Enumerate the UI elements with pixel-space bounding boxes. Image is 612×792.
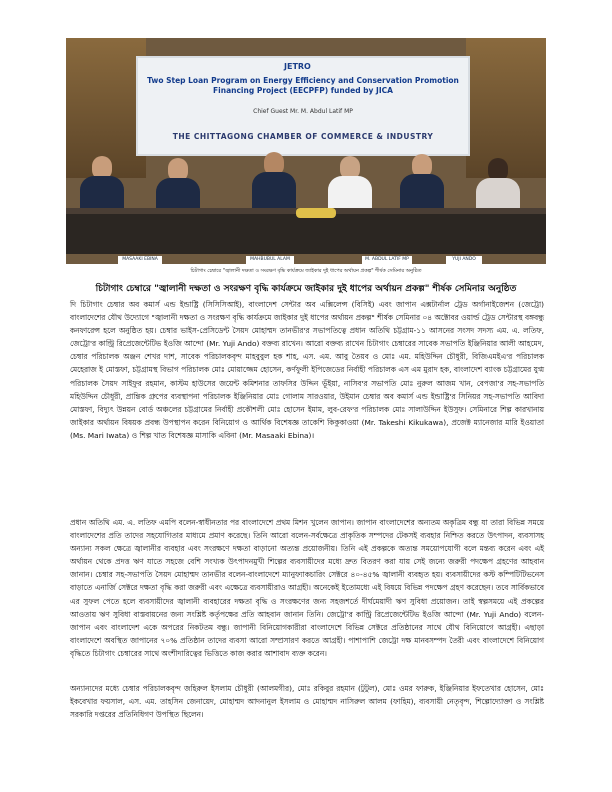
banner-organization: THE CHITTAGONG CHAMBER OF COMMERCE & INDUSTRY (172, 132, 434, 141)
event-banner (136, 56, 470, 156)
nameplate-1: MASAAKI EBINA (118, 256, 162, 264)
curtain-right (466, 38, 546, 178)
paragraph-2: প্রধান অতিথি এম. এ. লতিফ এমপি বলেন-স্বাধীনতার পর বাংলাদেশে প্রথম মিশন খুলেন জাপান। জাপান বাংলাদেশের অন্যতম অকৃত্রিম বন্ধু যা তারা বিভিন্ন সময়ে বাংলাদেশের প্রতি তাদের সহযোগিতার মাধ্যমে প্রমাণ করেছে। তিনি আরো বলেন-সর্বক্ষেত্রে প্রাকৃতিক সম্পদের টেকসই ব্যবহার নিশ্চিত করতে উৎপাদন, ব্যবসাসহ অন্যান্য সকল ক্ষেত্রে জ্বালানীর ব্যবহার এবং সংরক্ষণে দক্ষতা বাড়ানো অত্যন্ত প্রয়োজনীয়। তিনি এই প্রকল্পকে অত্যন্ত সময়োপযোগী বলে মন্তব্য করেন এবং এই অর্থায়ন থেকে প্রদত্ত ঋণ যাতে সহজে বেশি সংখ্যক উৎপাদনমুখী শিল্পের ব্যবসায়ীদের মধ্যে দ্রুত বিতরণ করা যায় সেই জন্যে জরুরী পদক্ষেপ গ্রহণের আহবান জানান। চেম্বার সহ-সভাপতি সৈয়দ মোহাম্মদ তানভীর বলেন-বাংলাদেশে ম্যানুফ্যাকচারিং সেক্টরে ৪০-৪৫% জ্বালানী ব্যবহৃত হয়। ব্যবসায়ীদের কস্ট কম্পিটিটিভনেস বাড়াতে এনার্জি সেক্টরে দক্ষতা বৃদ্ধি করা জরুরী এবং এক্ষেত্রে ব্যবসায়ীরাও আগ্রহী। অনেকেই ইতোমধ্যে এই বিষয়ে বিভিন্ন পদক্ষেপ গ্রহণ করেছেন। তবে সার্বিকভাবে এর সুফল পেতে হলে ব্যবসায়ীদের জ্বালানী ব্যবহারের দক্ষতা বৃদ্ধি ও সংরক্ষণের জন্য সহজশর্তে দীর্ঘমেয়াদী ঋণ সুবিধা প্রয়োজন। তাই স্বল্পসময়ে এই প্রকল্পের আওতায় ঋণ সুবিধা বাস্তবায়নের জন্য সংশ্লিষ্ট কর্তৃপক্ষের প্রতি আহবান জানান তিনি। জেট্রো'র কান্ট্রি রিপ্রেজেন্টেটিভ ইওজি আন্দো (Mr. Yuji Ando) বলেন-জাপান এবং বাংলাদেশ একে অপরের নিকটতম বন্ধু। জাপানী বিনিয়োগকারীরা বাংলাদেশে বিভিন্ন সেক্টরে প্রতিষ্ঠানের সাথে যৌথ বিনিয়োগে আগ্রহী। এছাড়া বাংলাদেশে অবস্থিত জাপানের ৭০% প্রতিষ্ঠান তাদের ব্যবসা আরো সম্প্রসারণ করতে আগ্রহী। পাশাপাশি জেট্রো দক্ষ মানবসম্পদ তৈরী এবং বাংলাদেশে বিনিয়োগ বৃদ্ধিতে চিটাগাং চেম্বারের সাথে অংশীদারিত্বের ভিত্তিতে কাজ করার আশাবাদ ব্যক্ত করেন। (70, 518, 544, 658)
seminar-photo (66, 38, 546, 264)
banner-title: Two Step Loan Program on Energy Efficiency and Conservation Promotion Financing Project (EECPFP) funded by JICA (147, 76, 459, 95)
flower-arrangement (296, 208, 336, 218)
paragraph-1: দি চিটাগাং চেম্বার অব কমার্স এন্ড ইন্ডাষ্ট্রি (সিসিসিআই), বাংলাদেশ সেন্টার অব এক্সিলেন্স (বিসিই) এবং জাপান এক্সটার্নাল ট্রেড অর্গানাইজেশন (জেট্রো) বাংলাদেশের যৌথ উদ্যোগে "জ্বালানী দক্ষতা ও সংরক্ষণ বৃদ্ধি কার্যক্রমে জাইকার দুই ধাপের অর্থায়ন প্রকল্প" শীর্ষক সেমিনার ০৪ অক্টোবর ওয়ার্ল্ড ট্রেড সেন্টারস্থ বঙ্গবন্ধু কনফারেন্স হলে অনুষ্ঠিত হয়। চেম্বার ভাইস-প্রেসিডেন্ট সৈয়দ মোহাম্মদ তানভীর'র সভাপতিত্বে প্রধান অতিথি চট্টগ্রাম-১১ আসনের সংসদ সদস্য এম. এ. লতিফ, জেট্রো'র কান্ট্রি রিপ্রেজেন্টেটিভ ইওজি আন্দো (Mr. Yuji Ando) বক্তব্য রাখেন। আরো বক্তব্য রাখেন চিটাগাং চেম্বারের সাবেক সভাপতি ইঞ্জিনিয়ার আলী আহমেদ, চেম্বার পরিচালক অঞ্জন শেখর দাশ, সাবেক পরিচালকবৃন্দ মাহবুবুল হক শাহ, এস. এম. আবু তৈয়ব ও মোঃ এম. মহিউদ্দিন চৌধুরী, বিজিএমইএ'র পরিচালক মেহেরাজ ই মোস্তফা, চট্টগ্রামস্থ বিভাগ পরিচালক মোঃ মোয়াজ্জেম হোসেন, কর্ণফুলী ইপিজেডের নির্বাহী পরিচালক এস এম মুরাদ হক, বাংলাদেশ ব্যাংক চট্টগ্রামের যুগ্ম পরিচালক সৈয়দ সাইফুর রহমান, কাস্টম হাউসের জয়েন্ট কমিশনার তাফসির উদ্দিন ভূঁইয়া, নাসিব'র সভাপতি মোঃ নুরুল আজম খান, বেপজা'র সহ-সভাপতি মহিউদ্দিন চৌধুরী, প্রান্তিক গ্রুপের ব্যবস্থাপনা পরিচালক ইঞ্জিনিয়ার মোঃ গোলাম সারওয়ার, উইমান চেম্বার অব কমার্স এন্ড ইন্ডাষ্ট্রি'র সিনিয়র সহ-সভাপতি আবিদা মোস্তফা, বিদ্যুৎ উন্নয়ন বোর্ড অঞ্চলের চট্টগ্রামের নির্বাহী প্রকৌশলী মোঃ হোসেন ইমাম, লুব-রেফ'র পরিচালক মোঃ সালাউদ্দিন ইউসুফ। সেমিনারে শিল্প কারখানায় জাইকার অর্থায়ন বিষয়ক প্রবন্ধ উপস্থাপন করেন বিনিয়োগ ও আর্থিক বিশেষজ্ঞ তাকেশি কিকুকাওয়া (Mr. Takeshi Kikukawa), প্রজেক্ট ম্যানেজার মারি ইওয়াতা (Ms. Mari Iwata) ও শিল্প খাত বিশেষজ্ঞ মাসাকি এবিনা (Mr. Masaaki Ebina)। (70, 300, 544, 440)
banner-logo: JETRO (284, 62, 311, 71)
nameplate-5: M. ABDUL LATIF MP (362, 256, 412, 264)
banner-subtitle: Chief Guest Mr. M. Abdul Latif MP (253, 108, 353, 115)
conference-table (66, 214, 546, 254)
photo-caption: চিটাগাং চেম্বারে "জ্বালানী দক্ষতা ও সংরক্ষণ বৃদ্ধি কার্যক্রমে জাইকার দুই ধাপের অর্থায়ন প্রকল্প" শীর্ষক সেমিনার অনুষ্ঠিত (190, 268, 422, 274)
nameplate-6: YUJI ANDO (446, 256, 482, 264)
article-headline: চিটাগাং চেম্বারে "জ্বালানী দক্ষতা ও সংরক্ষণ বৃদ্ধি কার্যক্রমে জাইকার দুই ধাপের অর্থায়ন প্রকল্প" শীর্ষক সেমিনার অনুষ্ঠিত (95, 284, 517, 294)
paragraph-3: অন্যান্যদের মধ্যে চেম্বার পরিচালকবৃন্দ জহিরুল ইসলাম চৌধুরী (আলমগীর), মোঃ রকিবুর রহমান (টুটুল), মোঃ ওমর ফারুক, ইঞ্জিনিয়ার ইফতেখার হোসেন, মোঃ ইকবেখার ফয়সাল, এস. এম. তাহসিন জেনায়েদ, মোহাম্মদ আদনানুল ইসলাম ও মোহাম্মদ নাসিরুল আলম (ফাহিম), ব্যবসায়ী নেতৃবৃন্দ, শিল্পোদ্যোক্তা ও সংশ্লিষ্ট সরকারি দপ্তরের প্রতিনিধিগণ উপস্থিত ছিলেন। (70, 684, 544, 720)
nameplate-3: MAHBUBUL ALAM (246, 256, 294, 264)
